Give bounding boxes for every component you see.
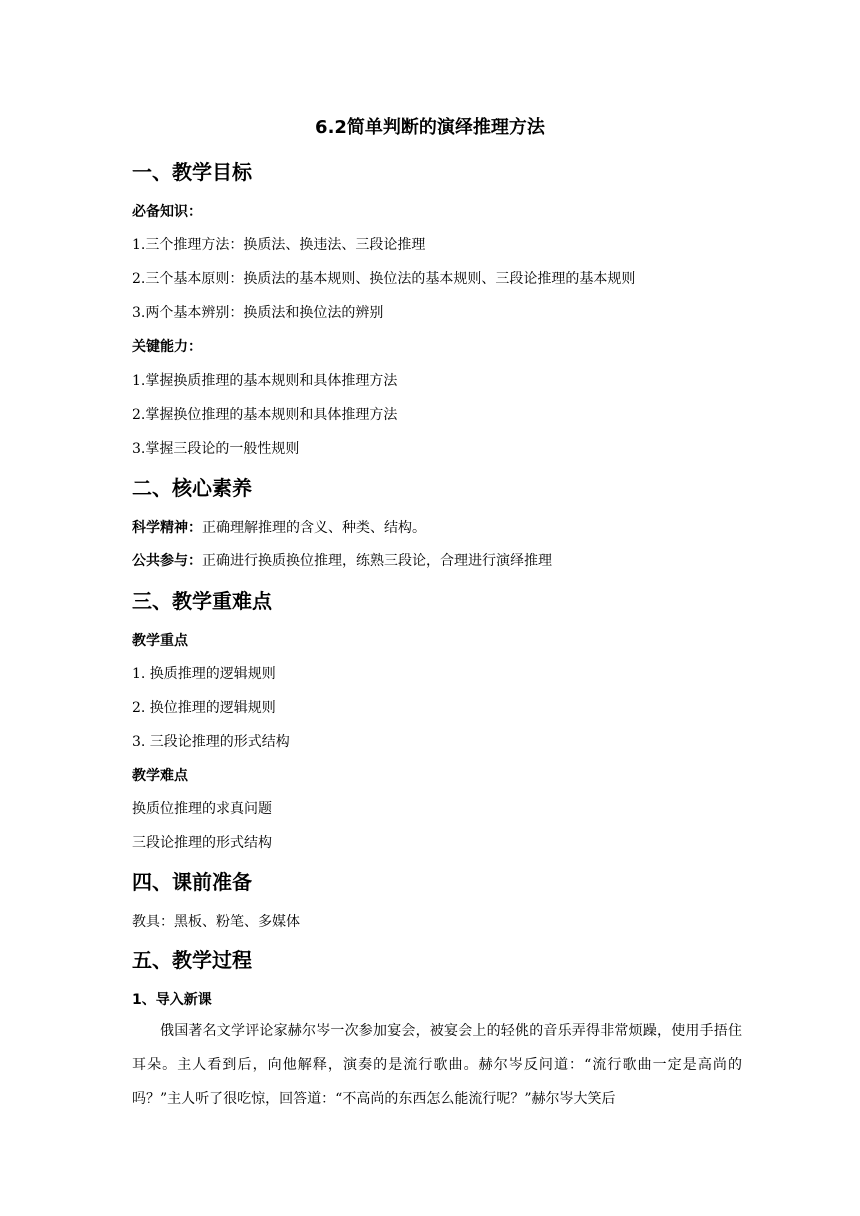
public-participation-text: 正确进行换质换位推理，练熟三段论，合理进行演绎推理 <box>202 553 552 569</box>
difficult-point-item: 三段论推理的形式结构 <box>132 835 272 851</box>
key-point-item: 3. 三段论推理的形式结构 <box>132 734 290 750</box>
key-points-label: 教学重点 <box>132 633 188 649</box>
knowledge-label: 必备知识： <box>132 204 202 220</box>
knowledge-item: 1.三个推理方法：换质法、换违法、三段论推理 <box>132 237 426 253</box>
knowledge-item: 2.三个基本原则：换质法的基本规则、换位法的基本规则、三段论推理的基本规则 <box>132 271 636 287</box>
ability-label: 关键能力： <box>132 339 202 355</box>
section-heading-objectives: 一、教学目标 <box>132 160 252 184</box>
ability-item: 2.掌握换位推理的基本规则和具体推理方法 <box>132 407 398 423</box>
ability-item: 3.掌握三段论的一般性规则 <box>132 441 300 457</box>
section-heading-process: 五、教学过程 <box>132 948 252 972</box>
public-participation-label: 公共参与： <box>132 553 202 569</box>
difficult-point-item: 换质位推理的求真问题 <box>132 801 272 817</box>
difficult-points-label: 教学难点 <box>132 768 188 784</box>
document-title: 6.2简单判断的演绎推理方法 <box>315 117 545 138</box>
science-spirit-text: 正确理解推理的含义、种类、结构。 <box>202 520 426 536</box>
key-point-item: 1. 换质推理的逻辑规则 <box>132 666 276 682</box>
ability-item: 1.掌握换质推理的基本规则和具体推理方法 <box>132 373 398 389</box>
section-heading-preparation: 四、课前准备 <box>132 870 252 894</box>
knowledge-item: 3.两个基本辨别：换质法和换位法的辨别 <box>132 305 384 321</box>
key-point-item: 2. 换位推理的逻辑规则 <box>132 700 276 716</box>
public-participation-line <box>132 550 552 572</box>
science-spirit-line <box>132 517 426 539</box>
section-heading-literacy: 二、核心素养 <box>132 476 252 500</box>
science-spirit-label: 科学精神： <box>132 520 202 536</box>
subsection-intro-label: 1、导入新课 <box>132 992 212 1008</box>
teaching-tools: 教具：黑板、粉笔、多媒体 <box>132 914 300 930</box>
intro-paragraph: 俄国著名文学评论家赫尔岑一次参加宴会，被宴会上的轻佻的音乐弄得非常烦躁，使用手捂住耳朵。主人看到后，向他解释，演奏的是流行歌曲。赫尔岑反问道：“流行歌曲一定是高尚的吗？”主人听了很吃惊，回答道：“不高尚的东西怎么能流行呢？”赫尔岑大笑后 <box>132 1023 742 1107</box>
section-heading-key-difficult: 三、教学重难点 <box>132 589 272 613</box>
